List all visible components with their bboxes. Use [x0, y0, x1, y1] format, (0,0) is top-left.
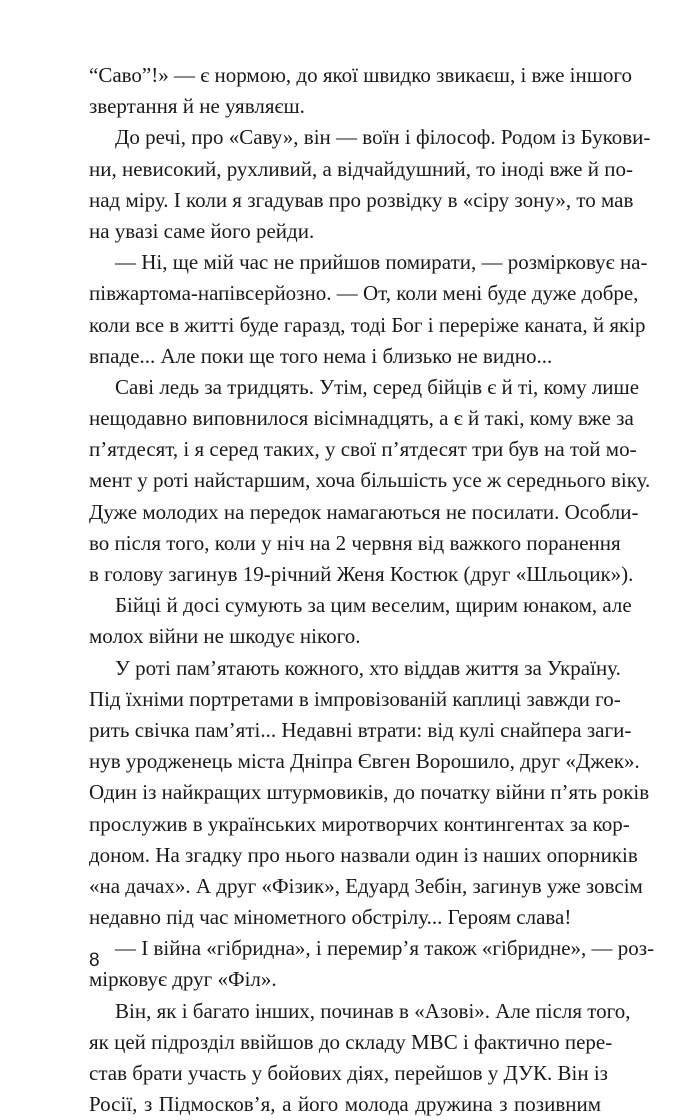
text-line: півжартома-напівсерйозно. — От, коли мені буде дуже добре, — [89, 281, 639, 306]
text-line: молох війни не шкодує нікого. — [89, 624, 361, 649]
text-line: недавно під час мінометного обстрілу... Героям слава! — [89, 905, 572, 930]
text-line: Бійці й досі сумують за цим веселим, щирим юнаком, але — [115, 593, 632, 618]
text-line: в голову загинув 19-річний Женя Костюк (друг «Шльоцик»). — [89, 562, 634, 586]
text-line: Один із найкращих штурмовиків, до початку війни п’ять років — [89, 780, 650, 805]
text-line: Під їхніми портретами в імпровізованій каплиці завжди го- — [89, 686, 621, 711]
text-line: Він, як і багато інших, починав в «Азові». Але після того, — [115, 998, 631, 1023]
text-line: як цей підрозділ ввійшов до складу МВС і фактично пере- — [89, 1029, 613, 1054]
text-line: п’ятдесят, і я серед таких, у свої п’ятдесят три був на той мо- — [89, 437, 637, 462]
text-line: звертання й не уявляєш. — [89, 94, 305, 119]
text-line: “Саво”!» — є нормою, до якої швидко звикаєш, і вже іншого — [89, 63, 632, 87]
page-number: 8 — [89, 950, 100, 971]
text-line: ни, невисокий, рухливий, а відчайдушний, то іноді вже й по- — [89, 156, 633, 181]
text-line: мент у роті найстаршим, хоча більшість усе ж середнього віку. — [89, 468, 651, 493]
text-line: мірковує друг «Філ». — [89, 967, 277, 992]
text-line: прослужив в українських миротворчих контингентах за кор- — [89, 811, 630, 836]
text-line: Дуже молодих на передок намагаються не посилати. Особли- — [89, 499, 639, 524]
text-line: У роті пам’ятають кожного, хто віддав життя за Україну. — [115, 655, 621, 680]
page-body-text — [89, 60, 655, 1120]
text-line: доном. На згадку про нього назвали один із наших опорників — [89, 842, 638, 867]
text-line: коли все в житті буде гаразд, тоді Бог і переріже каната, й якір — [89, 312, 646, 337]
text-line: рить свічка пам’яті... Недавні втрати: від кулі снайпера заги- — [89, 717, 632, 742]
text-line: Саві ледь за тридцять. Утім, серед бійців є й ті, кому лише — [115, 374, 640, 399]
text-line: Росії, з Підмосков’я, а його молода дружина з позивним — [89, 1092, 601, 1117]
text-line: на увазі саме його рейди. — [89, 218, 315, 243]
text-line: став брати участь у бойових діях, перейшов у ДУК. Він із — [89, 1061, 608, 1085]
text-line: над міру. І коли я згадував про розвідку в «сіру зону», то мав — [89, 187, 634, 212]
text-line: — І війна «гібридна», і перемир’я також «гібридне», — роз- — [115, 936, 655, 961]
text-line: «на дачах». А друг «Фізик», Едуард Зебін, загинув уже зовсім — [89, 873, 643, 898]
text-line: нещодавно виповнилося вісімнадцять, а є й такі, кому вже за — [89, 406, 634, 431]
text-line: нув уродженець міста Дніпра Євген Ворошило, друг «Джек». — [89, 749, 640, 774]
text-line: впаде... Але поки ще того нема і близько не видно... — [89, 343, 553, 368]
text-line: — Ні, ще мій час не прийшов помирати, — розмірковує на- — [115, 250, 648, 275]
text-line: До речі, про «Саву», він — воїн і філософ. Родом із Букови- — [115, 125, 651, 150]
text-line: во після того, коли у ніч на 2 червня від важкого поранення — [89, 530, 621, 555]
